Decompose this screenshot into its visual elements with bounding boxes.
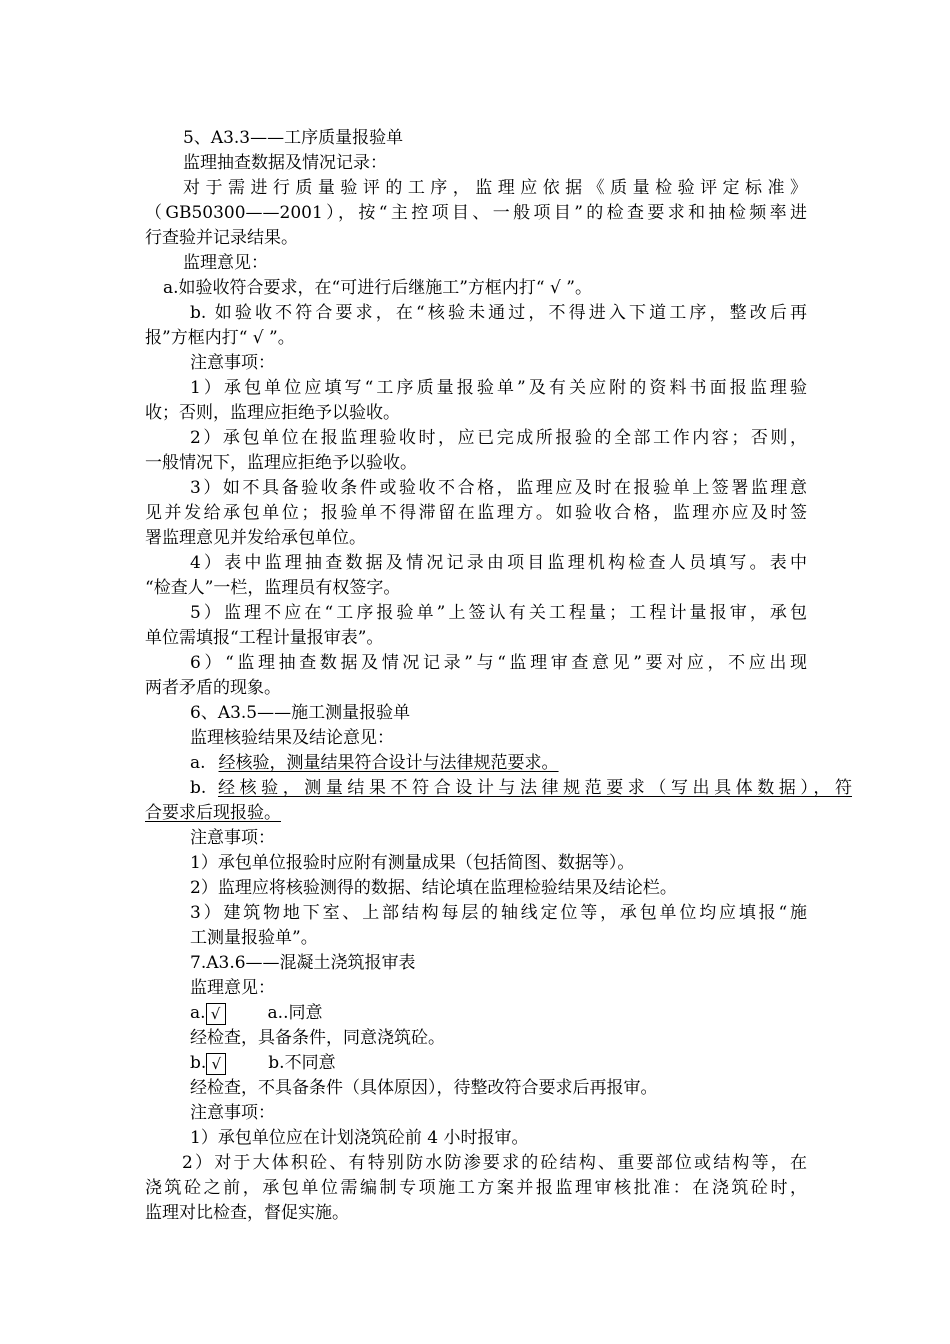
paragraph-line: 浇筑砼之前，承包单位需编制专项施工方案并报监理审核批准：在浇筑砼时， (145, 1178, 807, 1198)
subheading: 监理意见： (190, 978, 275, 998)
section-heading: 5、A3.3——工序质量报验单 (183, 128, 404, 148)
subheading: 注意事项： (190, 828, 275, 848)
paragraph-line: 对于需进行质量验评的工序，监理应依据《质量检验评定标准》 (183, 178, 807, 198)
checkbox[interactable]: √ (206, 1053, 226, 1075)
option-label: a. (190, 753, 206, 773)
paragraph-line: 1）承包单位应在计划浇筑砼前 4 小时报审。 (190, 1128, 529, 1148)
paragraph-line: 4）表中监理抽查数据及情况记录由项目监理机构检查人员填写。表中 (190, 553, 807, 573)
underlined-text: 经核验，测量结果符合设计与法律规范要求。 (218, 753, 559, 773)
checkbox-line-a (145, 1001, 852, 1025)
paragraph-line: 单位需填报“工程计量报审表”。 (145, 628, 384, 648)
paragraph-line: 收；否则，监理应拒绝予以验收。 (145, 403, 400, 423)
subheading: 监理核验结果及结论意见： (190, 728, 394, 748)
paragraph-line: 经检查，不具备条件（具体原因），待整改符合要求后再报审。 (190, 1078, 658, 1098)
option-a-line (145, 751, 852, 775)
option-text: b.不同意 (268, 1053, 336, 1073)
paragraph-line: 见并发给承包单位；报验单不得滞留在监理方。如验收合格，监理亦应及时签 (145, 503, 807, 523)
paragraph-line: 3）如不具备验收条件或验收不合格，监理应及时在报验单上签署监理意 (190, 478, 807, 498)
paragraph-line (145, 801, 807, 825)
paragraph-line: 两者矛盾的现象。 (145, 678, 281, 698)
paragraph-line: 监理对比检查，督促实施。 (145, 1203, 349, 1223)
section-heading: 7.A3.6——混凝土浇筑报审表 (190, 953, 416, 973)
paragraph-line: 1）承包单位应填写“工序质量报验单”及有关应附的资料书面报监理验 (190, 378, 807, 398)
paragraph-line: 报”方框内打“ √ ”。 (145, 328, 295, 348)
paragraph-line: 6）“监理抽查数据及情况记录”与“监理审查意见”要对应，不应出现 (190, 653, 807, 673)
paragraph-line: 工测量报验单”。 (190, 928, 318, 948)
subheading: 监理意见： (183, 253, 268, 273)
paragraph-line: （GB50300——2001），按“主控项目、一般项目”的检查要求和抽检频率进 (145, 203, 807, 223)
underlined-text: 合要求后现报验。 (145, 803, 281, 823)
subheading: 注意事项： (190, 353, 275, 373)
paragraph-line: 2）承包单位在报监理验收时，应已完成所报验的全部工作内容；否则， (190, 428, 807, 448)
section-heading: 6、A3.5——施工测量报验单 (190, 703, 411, 723)
paragraph-line: b. 如验收不符合要求，在“核验未通过，不得进入下道工序，整改后再 (190, 303, 807, 323)
paragraph-line: 2）对于大体积砼、有特别防水防渗要求的砼结构、重要部位或结构等，在 (182, 1153, 807, 1173)
subheading: 注意事项： (190, 1103, 275, 1123)
option-text: a..同意 (267, 1003, 323, 1023)
option-label: a. (190, 1003, 206, 1023)
underlined-text: 经核验，测量结果不符合设计与法律规范要求（写出具体数据），符 (218, 778, 852, 798)
paragraph-line: a.如验收符合要求，在“可进行后继施工”方框内打“ √ ”。 (163, 278, 592, 298)
paragraph-line: 一般情况下，监理应拒绝予以验收。 (145, 453, 417, 473)
option-b-line (145, 776, 852, 800)
paragraph-line: 3）建筑物地下室、上部结构每层的轴线定位等，承包单位均应填报“施 (190, 903, 807, 923)
paragraph-line: 2）监理应将核验测得的数据、结论填在监理检验结果及结论栏。 (190, 878, 677, 898)
subheading: 监理抽查数据及情况记录： (183, 153, 387, 173)
paragraph-line: “检查人”一栏，监理员有权签字。 (145, 578, 401, 598)
paragraph-line: 经检查，具备条件，同意浇筑砼。 (190, 1028, 445, 1048)
option-label: b. (190, 1053, 207, 1073)
option-label: b. (190, 778, 207, 798)
paragraph-line: 行查验并记录结果。 (145, 228, 298, 248)
checkbox-line-b (145, 1051, 852, 1075)
checkbox[interactable]: √ (206, 1003, 226, 1025)
paragraph-line: 1）承包单位报验时应附有测量成果（包括简图、数据等）。 (190, 853, 635, 873)
paragraph-line: 署监理意见并发给承包单位。 (145, 528, 366, 548)
paragraph-line: 5）监理不应在“工序报验单”上签认有关工程量；工程计量报审，承包 (190, 603, 807, 623)
